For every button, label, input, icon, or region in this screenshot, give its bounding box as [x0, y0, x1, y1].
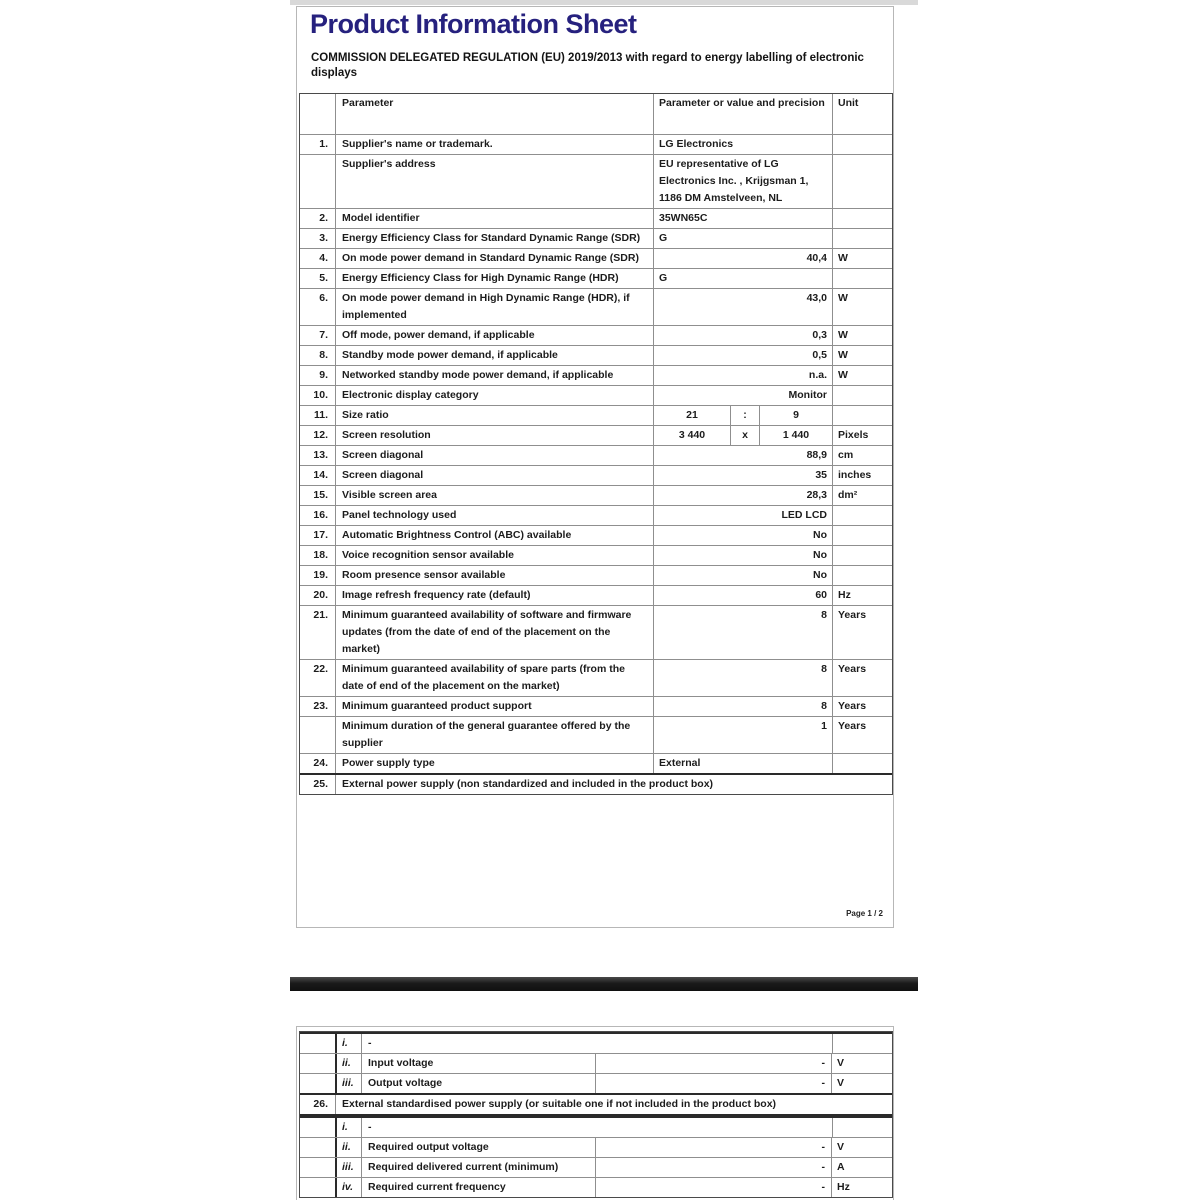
parameter-label: Supplier's address: [336, 155, 654, 208]
table-row: [300, 716, 892, 753]
table-row: [300, 1032, 892, 1053]
table-row: [300, 1093, 892, 1116]
power-supply-table: [299, 1031, 893, 1198]
row-number: 13.: [300, 446, 336, 465]
row-number: [300, 155, 336, 208]
parameter-value: 43,0: [654, 289, 833, 325]
row-number: 21.: [300, 606, 336, 659]
table-row: [300, 134, 892, 154]
parameter-label: Supplier's name or trademark.: [336, 135, 654, 154]
parameter-value: 35WN65C: [654, 209, 833, 228]
sub-index: ii.: [335, 1138, 362, 1157]
parameter-label: Room presence sensor available: [336, 566, 654, 585]
table-row: [300, 385, 892, 405]
parameter-label: Minimum duration of the general guarantee offered by the supplier: [336, 717, 654, 753]
table-row: [300, 1177, 892, 1197]
ratio-part: :: [730, 406, 760, 425]
table-row: [300, 1157, 892, 1177]
sub-parameter-value: -: [596, 1158, 832, 1177]
sub-index: i.: [335, 1034, 362, 1053]
unit-label: Hz: [837, 1181, 850, 1193]
row-number: 23.: [300, 697, 336, 716]
parameter-value: 88,9: [654, 446, 833, 465]
sub-parameter-label: Required output voltage: [362, 1138, 596, 1157]
sub-parameter-value: -: [596, 1054, 832, 1073]
parameter-label: Screen diagonal: [336, 466, 654, 485]
unit-label: dm²: [838, 489, 858, 501]
table-row: [300, 208, 892, 228]
unit-label: cm: [838, 449, 854, 461]
parameter-value: [654, 426, 833, 445]
parameter-value: G: [654, 269, 833, 288]
header-value: Parameter or value and precision: [654, 94, 833, 134]
ratio-part: 21: [686, 409, 698, 421]
parameter-value: G: [654, 229, 833, 248]
sub-parameter-label: Required delivered current (minimum): [362, 1158, 596, 1177]
row-number: 1.: [300, 135, 336, 154]
parameter-label: Screen resolution: [336, 426, 654, 445]
table-row: [300, 1073, 892, 1093]
header-number-cell: [300, 94, 336, 134]
table-row: [300, 485, 892, 505]
table-row: [300, 268, 892, 288]
ratio-part: 3 440: [678, 429, 706, 441]
parameter-value: No: [654, 566, 833, 585]
ratio-part: 9: [793, 409, 799, 421]
table-row: [300, 248, 892, 268]
table-body: [300, 1032, 892, 1197]
unit-label: V: [837, 1077, 845, 1089]
sub-index: ii.: [335, 1054, 362, 1073]
row-number: 10.: [300, 386, 336, 405]
table-header-row: [300, 94, 892, 134]
unit-label: [833, 209, 892, 228]
page-2: [296, 1026, 894, 1200]
unit-label: inches: [838, 469, 872, 481]
table-row: [300, 425, 892, 445]
row-number: 18.: [300, 546, 336, 565]
parameter-label: Electronic display category: [336, 386, 654, 405]
row-number: [300, 1034, 336, 1053]
table-row: [300, 465, 892, 485]
parameter-value: LG Electronics: [654, 135, 833, 154]
parameter-value: 8: [654, 606, 833, 659]
parameter-label: Panel technology used: [336, 506, 654, 525]
row-number: 6.: [300, 289, 336, 325]
table-row: [300, 659, 892, 696]
row-number: 19.: [300, 566, 336, 585]
row-number: [300, 1054, 336, 1073]
parameter-value: [654, 406, 833, 425]
row-number: [300, 1138, 336, 1157]
row-number: 3.: [300, 229, 336, 248]
parameter-value: 0,5: [654, 346, 833, 365]
parameter-label: On mode power demand in High Dynamic Range (HDR), if implemented: [336, 289, 654, 325]
unit-label: A: [837, 1161, 845, 1173]
table-row: [300, 365, 892, 385]
table-row: [300, 525, 892, 545]
row-number: 15.: [300, 486, 336, 505]
table-row: [300, 696, 892, 716]
unit-label: W: [838, 292, 848, 304]
row-number: 17.: [300, 526, 336, 545]
unit-label: Years: [838, 663, 867, 675]
parameter-value: 0,3: [654, 326, 833, 345]
parameter-label: Visible screen area: [336, 486, 654, 505]
table-body: [300, 134, 892, 794]
table-row: [300, 345, 892, 365]
parameter-value: No: [654, 526, 833, 545]
ratio-part: 1 440: [782, 429, 810, 441]
row-number: 8.: [300, 346, 336, 365]
table-row: [300, 505, 892, 525]
row-number: 9.: [300, 366, 336, 385]
row-number: 14.: [300, 466, 336, 485]
table-row: [300, 565, 892, 585]
unit-label: V: [837, 1057, 845, 1069]
parameter-label: Energy Efficiency Class for Standard Dynamic Range (SDR): [336, 229, 654, 248]
unit-label: [833, 1034, 892, 1053]
page-subtitle: COMMISSION DELEGATED REGULATION (EU) 2019/2013 with regard to energy labelling of electronic displays: [311, 52, 864, 79]
parameter-label: Energy Efficiency Class for High Dynamic Range (HDR): [336, 269, 654, 288]
table-row: [300, 753, 892, 773]
row-number: 7.: [300, 326, 336, 345]
sub-parameter-value: -: [596, 1178, 832, 1197]
table-row: [300, 545, 892, 565]
parameter-value: EU representative of LG Electronics Inc. , Krijgsman 1, 1186 DM Amstelveen, NL: [654, 155, 833, 208]
ratio-part: x: [730, 426, 760, 445]
parameter-label: Voice recognition sensor available: [336, 546, 654, 565]
parameter-value: n.a.: [654, 366, 833, 385]
parameter-value: 1: [654, 717, 833, 753]
parameter-value: 8: [654, 660, 833, 696]
row-number: 5.: [300, 269, 336, 288]
unit-label: [833, 566, 892, 585]
table-row: [300, 445, 892, 465]
parameter-label: Minimum guaranteed availability of spare parts (from the date of end of the placement on the market): [336, 660, 654, 696]
row-number: [300, 1178, 336, 1197]
row-number: [300, 1074, 336, 1093]
row-number: 20.: [300, 586, 336, 605]
header-unit: Unit: [838, 97, 859, 109]
page-title: Product Information Sheet: [310, 9, 637, 39]
sub-parameter-label: Output voltage: [362, 1074, 596, 1093]
table-row: [300, 1137, 892, 1157]
parameter-value: 40,4: [654, 249, 833, 268]
page-number: Page 1 / 2: [846, 909, 883, 918]
unit-label: Years: [838, 609, 867, 621]
table-row: [300, 773, 892, 794]
row-number: [300, 1158, 336, 1177]
unit-label: [833, 546, 892, 565]
row-number: 16.: [300, 506, 336, 525]
scan-edge: [290, 0, 918, 5]
sub-index: iv.: [335, 1178, 362, 1197]
row-number: 12.: [300, 426, 336, 445]
unit-label: W: [838, 329, 848, 341]
table-row: [300, 325, 892, 345]
separator-bar: [290, 977, 918, 991]
parameters-table: [299, 93, 893, 795]
row-number: [300, 1118, 336, 1137]
unit-label: Pixels: [838, 429, 869, 441]
parameter-label: Size ratio: [336, 406, 654, 425]
sub-parameter-value: -: [596, 1138, 832, 1157]
parameter-label: External power supply (non standardized and included in the product box): [342, 778, 714, 790]
unit-label: [833, 269, 892, 288]
parameter-value: 35: [654, 466, 833, 485]
unit-label: [833, 155, 892, 208]
unit-label: W: [838, 369, 848, 381]
parameter-value: Monitor: [654, 386, 833, 405]
parameter-value: 8: [654, 697, 833, 716]
sub-parameter-label: Input voltage: [362, 1054, 596, 1073]
table-row: [300, 1116, 892, 1137]
table-row: [300, 585, 892, 605]
row-number: 2.: [300, 209, 336, 228]
row-number: 24.: [300, 754, 336, 773]
parameter-label: Model identifier: [336, 209, 654, 228]
table-row: [300, 288, 892, 325]
table-row: [300, 228, 892, 248]
parameter-value: External: [654, 754, 833, 773]
header-parameter: Parameter: [336, 94, 654, 134]
unit-label: [833, 135, 892, 154]
sub-index: i.: [335, 1118, 362, 1137]
row-number: [300, 717, 336, 753]
parameter-value: LED LCD: [654, 506, 833, 525]
row-number: 22.: [300, 660, 336, 696]
parameter-value: 28,3: [654, 486, 833, 505]
parameter-label: Power supply type: [336, 754, 654, 773]
parameter-value: No: [654, 546, 833, 565]
parameter-label: Image refresh frequency rate (default): [336, 586, 654, 605]
row-number: 11.: [300, 406, 336, 425]
unit-label: [833, 754, 892, 773]
page-1: [296, 6, 894, 928]
unit-label: [833, 406, 892, 425]
sub-parameter-label: Required current frequency: [362, 1178, 596, 1197]
table-row: [300, 405, 892, 425]
row-number: 25.: [300, 775, 336, 794]
unit-label: [833, 386, 892, 405]
table-row: [300, 154, 892, 208]
sub-parameter-value: -: [596, 1074, 832, 1093]
parameter-label: Off mode, power demand, if applicable: [336, 326, 654, 345]
unit-label: Hz: [838, 589, 851, 601]
unit-label: W: [838, 349, 848, 361]
unit-label: [833, 506, 892, 525]
table-row: [300, 1053, 892, 1073]
sub-index: iii.: [335, 1158, 362, 1177]
unit-label: W: [838, 252, 848, 264]
table-row: [300, 605, 892, 659]
parameter-label: Minimum guaranteed availability of software and firmware updates (from the date of end of the placement on the market): [336, 606, 654, 659]
sub-parameter-label: External standardised power supply (or suitable one if not included in the product box): [342, 1098, 777, 1110]
unit-label: [833, 526, 892, 545]
parameter-label: Screen diagonal: [336, 446, 654, 465]
sub-parameter-label: -: [362, 1034, 833, 1053]
sub-parameter-label: -: [362, 1118, 833, 1137]
unit-label: [833, 1118, 892, 1137]
sub-index: iii.: [335, 1074, 362, 1093]
unit-label: V: [837, 1141, 845, 1153]
parameter-label: On mode power demand in Standard Dynamic Range (SDR): [336, 249, 654, 268]
unit-label: Years: [838, 700, 867, 712]
parameter-value: 60: [654, 586, 833, 605]
row-number: 4.: [300, 249, 336, 268]
parameter-label: Networked standby mode power demand, if applicable: [336, 366, 654, 385]
parameter-label: Automatic Brightness Control (ABC) available: [336, 526, 654, 545]
parameter-label: Minimum guaranteed product support: [336, 697, 654, 716]
unit-label: [833, 229, 892, 248]
parameter-label: Standby mode power demand, if applicable: [336, 346, 654, 365]
unit-label: Years: [838, 720, 867, 732]
row-number: 26.: [300, 1095, 336, 1114]
